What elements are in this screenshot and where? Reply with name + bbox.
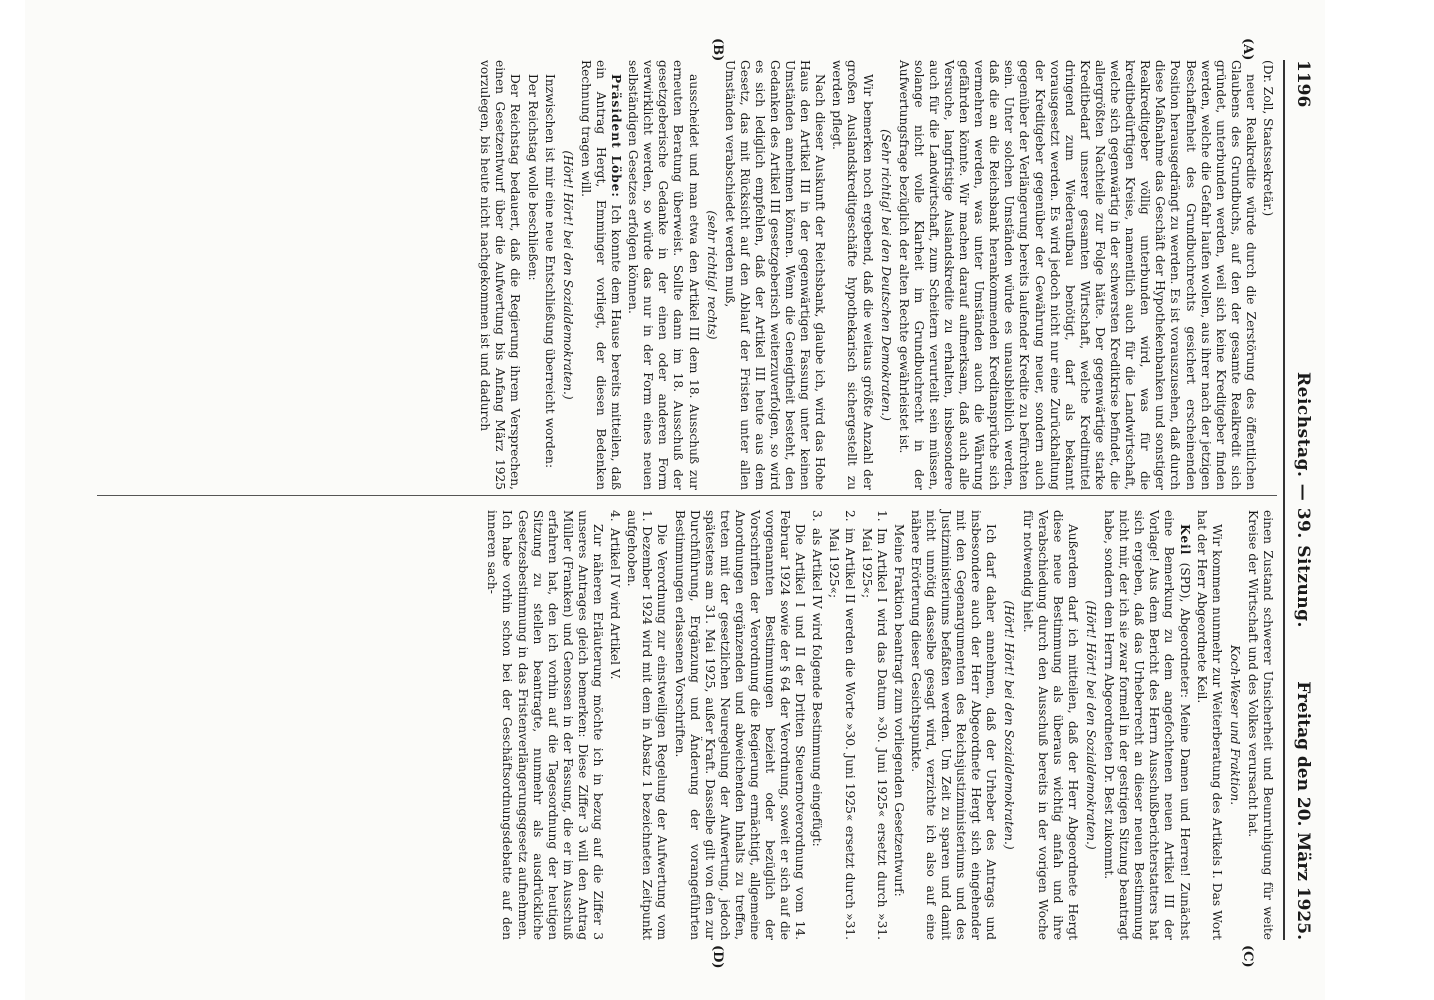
interjection: (Hört! Hört! bei den Sozialdemokraten.) — [1002, 600, 1017, 850]
list-item — [607, 510, 622, 940]
paragraph-text: (SPD), Abgeordneter: Meine Damen und Herren! Zunächst eine Bemerkung zu dem angefochtenen neuen Artikel III der Vorlage! Aus dem Bericht des Herrn Ausschußberichterstatters hat sich ergeben, daß das Urheberrecht an dieser neuen Bestimmung nicht mir, der ich sie zwar formell in der gestrigen Sitzung beantragt habe, sondern dem Herrn Abgeordneten Dr. Best zukommt. — [1102, 510, 1192, 940]
paragraph-text: Der Reichstag wolle beschließen: — [525, 74, 540, 281]
list-item-text: im Artikel II werden die Worte »30. Juni 1925« ersetzt durch »31. Mai 1925«; — [827, 528, 857, 940]
header-rule — [1283, 60, 1285, 940]
page-number: 1196 — [1293, 60, 1313, 108]
margin-marker-a: (A) — [1240, 38, 1255, 61]
paragraph — [1245, 510, 1275, 940]
paragraph-text: Meine Fraktion beantragt zum vorliegenden Gesetzentwurf: — [891, 524, 906, 897]
left-column — [475, 60, 1275, 490]
paragraph — [477, 60, 522, 490]
paragraph-text: Die Verordnung zur einstweiligen Regelung der Aufwertung vom 1. Dezember 1924 wird mit dem in Absatz 1 bezeichneten Zeitpunkt aufgehoben. — [625, 510, 670, 940]
paragraph — [484, 510, 605, 940]
numbered-list — [809, 510, 888, 940]
interjection: Koch-Weser und Fraktion. — [1227, 644, 1242, 806]
column-divider — [97, 495, 1277, 496]
numbered-list — [607, 510, 622, 940]
paragraph — [908, 510, 999, 940]
session-title: Reichstag. — 39. Sitzung. — [1293, 372, 1313, 628]
interjection: (Hört! Hört! bei den Sozialdemokraten.) — [1083, 600, 1098, 850]
list-item-number: 3. — [810, 510, 825, 522]
paragraph — [896, 60, 1258, 490]
paragraph — [1020, 510, 1080, 940]
list-item — [809, 510, 824, 940]
session-date: Freitag den 20. März 1925. — [1293, 681, 1313, 940]
list-item — [859, 510, 889, 940]
paragraph-text: ausscheidet und man etwa den Artikel III dem 18. Ausschuß zur erneuten Beratung überweist. Sollte dann im 18. Ausschuß der gesetzgeberische Gedanke in der einen oder anderen Form verwirklicht werden, so würde das nur in der Form eines neuen selbständigen Gesetzes erfolgen können. — [626, 60, 701, 490]
paragraph — [578, 60, 623, 490]
paragraph — [671, 510, 807, 940]
document-page — [25, 0, 1325, 1000]
paragraph — [1101, 510, 1192, 940]
paragraph-text: Die Artikel I und II der Dritten Steuernotverordnung vom 14. Februar 1924 sowie der § 64 der Verordnung, soweit er sich auf die vorgenannten Bestimmungen bezieht oder bezüglich der Vorschriften der Verordnung die Regierung ermächtigt, allgemeine Anordnungen ergänzenden und abweichenden Inhalts zu treffen, treten mit der gesetzlichen Neuregelung der Aufwertung, jedoch spätestens am 31. Mai 1925, außer Kraft. Dasselbe gilt von den zur Durchführung, Ergänzung und Änderung der vorangeführten Bestimmungen erlassenen Vorschriften. — [672, 510, 808, 940]
right-column — [482, 510, 1275, 940]
digitization-footer — [3, 210, 17, 1000]
speaker-reference: (Dr. Zoll, Staatssekretär.) — [1261, 60, 1275, 217]
paragraph — [625, 60, 700, 490]
list-item-text: als Artikel IV wird folgende Bestimmung eingefügt: — [810, 528, 825, 847]
list-item-text: Artikel IV wird Artikel V. — [608, 528, 623, 680]
paragraph — [542, 60, 557, 490]
paragraph — [525, 60, 540, 490]
paragraph — [722, 60, 828, 490]
paragraph-text: Wir kommen nunmehr zur Weiterberatung des Artikels I. Das Wort hat der Herr Abgeordnete Keil. — [1194, 510, 1224, 940]
paragraph-text: Der Reichstag bedauert, daß die Regierung ihrem Versprechen, einen Gesetzentwurf über die Aufwertung bis Anfang März 1925 vorzulegen, bis heute nicht nachgekommen ist und dadurch — [478, 60, 523, 490]
paragraph-text: einen Zustand schwerer Unsicherheit und Beunruhigung für weite Kreise der Wirtschaft und des Volkes verursacht hat. — [1245, 510, 1275, 940]
paragraph-text: Inzwischen ist mir eine neue Entschließung überreicht worden: — [542, 74, 557, 469]
paragraph-text: Nach dieser Auskunft der Reichsbank, glaube ich, wird das Hohe Haus den Artikel III in der gegenwärtigen Fassung unter keinen Umständen annehmen können. Wenn die Geneigtheit besteht, den Gedanken des Artikel III gesetzgeberisch weiterzuverfolgen, so wird es sich lediglich empfehlen, daß der Artikel III heute aus dem Gesetz, das mit Rücksicht auf den Ablauf der Fristen unter allen Umständen verabschiedet werden muß, — [722, 60, 828, 490]
paragraph-text: neuer Realkredite würde durch die Zerstörung des öffentlichen Glaubens des Grundbuchs, auf den der gesamte Realkredit sich gründet, unterbunden werden, weil sich keine Kreditgeber finden werden, welche die Gefahr laufen wollen, aus ihrer nach der jetzigen Beschaffenheit des Grundbuchrechts gesichert erscheinenden Position herausgedrängt zu werden. Es ist vorauszusehen, daß durch diese Maßnahme das Geschäft der Hypothekenbanken und sonstiger Realkreditgeber völlig unterbunden wird, was für die kreditbedürftigen Kreise, namentlich auch für die Landwirtschaft, welche sich gegenwärtig in der schwersten Kreditkrise befindet, die allergrößten Nachteile zur Folge hätte. Der gegenwärtige starke Kreditbedarf unserer gesamten Wirtschaft, welche Kreditmittel dringend zum Wiederaufbau benötigt, darf als bekannt vorausgesetzt werden. Es wird jedoch nicht nur eine Zurückhaltung der Kreditgeber gegenüber der Gewährung neuer, sondern auch gegenüber der Verlängerung bereits laufender Kredite zu befürchten sein. Unter solchen Umständen würde es unausbleiblich werden, daß die an die Reichsbank herankommenden Kreditansprüche sich vermehren werden, was unter Umständen auch die Währung gefährden könnte. Wir machen darauf aufmerksam, daß auch alle Versuche, langfristige Auslandskredite zu erhalten, insbesondere auch für die Landwirtschaft, zum Scheitern verurteilt sein müssen, solange nicht volle Klarheit im Grundbuchrecht in der Aufwertungsfrage bezüglich der alten Rechte gewährleistet ist. — [896, 60, 1258, 490]
paragraph — [829, 60, 874, 490]
paragraph-text: Zur näheren Erläuterung möchte ich in bezug auf die Ziffer 3 unseres Antrages gleich bemerken: Diese Ziffer 3 will den Antrag Müller (Franken) und Genossen in der Fassung, die er im Ausschuß erfahren hat, den ich vorhin auf die Tagesordnung der heutigen Sitzung zu stellen beantragte, nunmehr als ausdrückliche Gesetzesbestimmung in das Fristenverlängerungsgesetz aufnehmen. Ich habe vorhin schon bei der Geschäftsordnungsdebatte auf den inneren sach- — [485, 510, 606, 940]
speaker-name: Präsident Löbe: — [609, 74, 624, 205]
margin-marker-b: (B) — [710, 38, 725, 62]
paragraph — [891, 510, 906, 940]
speaker-name: Keil — [1177, 524, 1192, 563]
list-item — [826, 510, 856, 940]
margin-marker-d: (D) — [710, 945, 725, 969]
paragraph — [1194, 510, 1224, 940]
page-header — [1287, 60, 1313, 940]
interjection: (Hört! Hört! bei den Sozialdemokraten.) — [560, 150, 575, 400]
paragraph-text: Ich konnte dem Hause bereits mitteilen, daß ein Antrag Hergt, Emminger vorliegt, der diesen Bedenken Rechnung tragen will. — [578, 60, 624, 490]
paragraph — [624, 510, 669, 940]
paragraph-text: Wir bemerken noch ergebend, daß die weitaus größte Anzahl der großen Auslandskreditgeschäfte hypothekarisch sichergestellt zu werden pflegt. — [830, 60, 875, 490]
paragraph-text: Ich darf daher annehmen, daß der Urheber des Antrags und insbesondere auch der Herr Abgeordnete Hergt sich eingehender mit den Gegenargumenten des Reichsjustizministeriums und des Justizministeriums befaßten werden. Um Zeit zu sparen und damit nicht unnötig dasselbe gesagt wird, verzichte ich also auf eine nähere Erörterung dieser Gesichtspunkte. — [908, 510, 999, 940]
list-item-number: 1. — [874, 510, 889, 522]
paragraph-text: Außerdem darf ich mitteilen, daß der Herr Abgeordnete Hergt diese neue Bestimmung als überaus wichtig anfah und ihre Verabschiedung durch den Ausschuß bereits in der vorigen Woche für notwendig hielt. — [1020, 510, 1080, 940]
list-item-number: 2. — [842, 510, 857, 522]
list-item-text: Im Artikel I wird das Datum »30. Juni 1925« ersetzt durch »31. Mai 1925«; — [859, 528, 889, 940]
interjection: (sehr richtig! rechts) — [704, 210, 719, 340]
margin-marker-c: (C) — [1240, 945, 1255, 968]
list-item-number: 4. — [608, 510, 623, 522]
interjection: (Sehr richtig! bei den Deutschen Demokraten.) — [878, 129, 893, 421]
